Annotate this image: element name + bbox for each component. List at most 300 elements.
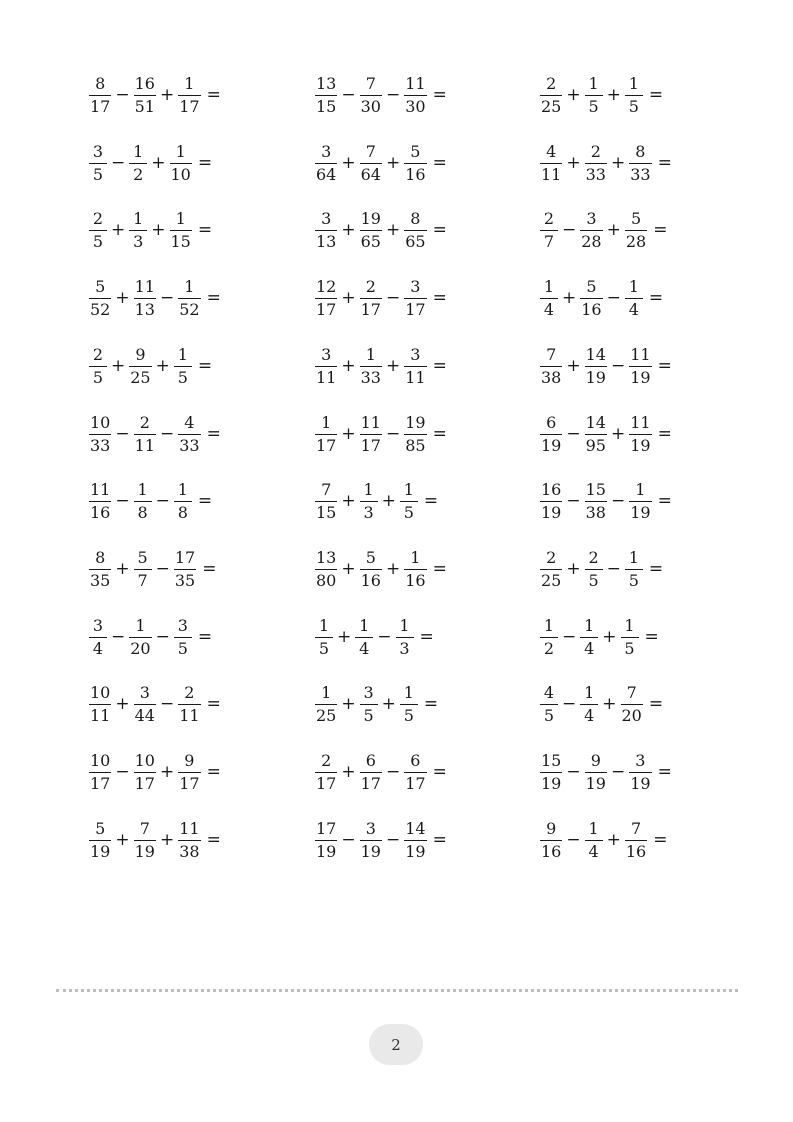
fraction-problem — [540, 481, 672, 521]
denominator: 64 — [360, 164, 381, 184]
denominator: 25 — [130, 367, 151, 387]
numerator: 2 — [543, 208, 555, 228]
denominator: 19 — [630, 773, 651, 793]
fraction — [178, 750, 200, 793]
fraction-problem — [89, 481, 212, 521]
fraction — [585, 344, 607, 387]
operator: − — [115, 491, 130, 511]
numerator: 1 — [359, 615, 370, 635]
fraction — [315, 141, 337, 184]
denominator: 17 — [179, 96, 200, 116]
operator: + — [341, 220, 356, 240]
numerator: 3 — [321, 208, 332, 228]
denominator: 65 — [405, 231, 426, 251]
operator: − — [610, 491, 626, 511]
fraction — [174, 344, 192, 387]
operator: + — [341, 424, 356, 444]
numerator: 17 — [316, 818, 337, 838]
numerator: 8 — [635, 141, 646, 161]
operator: − — [562, 220, 577, 240]
operator: + — [602, 694, 617, 714]
denominator: 16 — [541, 841, 562, 861]
fraction-problem — [315, 820, 447, 860]
numerator: 16 — [134, 73, 155, 93]
denominator: 19 — [90, 841, 111, 861]
fraction — [315, 750, 337, 793]
fraction — [629, 479, 651, 522]
numerator: 11 — [405, 73, 426, 93]
equals-sign: = — [432, 153, 447, 173]
fraction — [540, 818, 562, 861]
numerator: 1 — [628, 73, 639, 93]
operator: + — [566, 85, 581, 105]
numerator: 5 — [630, 208, 642, 228]
operator: + — [566, 559, 581, 579]
denominator: 19 — [541, 502, 562, 522]
numerator: 6 — [410, 750, 421, 770]
operator: − — [385, 830, 401, 850]
fraction — [404, 208, 426, 251]
fraction — [315, 479, 337, 522]
numerator: 7 — [630, 818, 642, 838]
denominator: 52 — [90, 299, 111, 319]
numerator: 1 — [175, 141, 186, 161]
numerator: 3 — [177, 615, 188, 635]
numerator: 9 — [184, 750, 195, 770]
numerator: 19 — [360, 208, 381, 228]
fraction — [178, 818, 200, 861]
fraction-problem — [315, 143, 447, 183]
denominator: 17 — [134, 773, 155, 793]
equals-sign: = — [432, 424, 447, 444]
fraction — [404, 344, 426, 387]
fraction — [178, 276, 200, 319]
numerator: 1 — [403, 682, 414, 702]
denominator: 95 — [585, 435, 606, 455]
operator: − — [562, 627, 577, 647]
fraction — [89, 682, 111, 725]
numerator: 3 — [92, 615, 104, 635]
operator: + — [602, 627, 617, 647]
denominator: 33 — [360, 367, 381, 387]
fraction — [129, 344, 151, 387]
numerator: 9 — [135, 344, 146, 364]
numerator: 1 — [628, 276, 639, 296]
numerator: 1 — [135, 615, 146, 635]
numerator: 4 — [184, 412, 195, 432]
numerator: 1 — [137, 479, 148, 499]
operator: − — [155, 627, 170, 647]
equals-sign: = — [657, 153, 672, 173]
numerator: 1 — [363, 479, 374, 499]
fraction-problem — [315, 414, 447, 454]
numerator: 2 — [321, 750, 332, 770]
numerator: 1 — [588, 818, 599, 838]
denominator: 4 — [588, 841, 599, 861]
fraction-problem — [315, 278, 447, 318]
fraction — [89, 479, 111, 522]
operator: + — [562, 288, 577, 308]
denominator: 19 — [541, 435, 562, 455]
numerator: 1 — [584, 682, 595, 702]
denominator: 16 — [625, 841, 647, 861]
numerator: 8 — [95, 73, 106, 93]
fraction-problem — [89, 143, 212, 183]
fraction-problem — [315, 617, 434, 657]
fraction — [625, 208, 647, 251]
fraction-problem — [540, 210, 667, 250]
denominator: 10 — [170, 164, 191, 184]
numerator: 1 — [624, 615, 635, 635]
operator: − — [341, 85, 356, 105]
equals-sign: = — [423, 694, 439, 714]
operator: + — [341, 356, 356, 376]
numerator: 9 — [590, 750, 601, 770]
operator: − — [115, 424, 130, 444]
equals-sign: = — [432, 288, 447, 308]
fraction — [625, 818, 647, 861]
denominator: 5 — [177, 638, 188, 658]
denominator: 5 — [588, 570, 599, 590]
denominator: 19 — [360, 841, 381, 861]
fraction — [404, 750, 426, 793]
fraction — [540, 276, 558, 319]
numerator: 10 — [90, 412, 111, 432]
numerator: 14 — [405, 818, 426, 838]
denominator: 30 — [405, 96, 426, 116]
denominator: 5 — [177, 367, 188, 387]
denominator: 13 — [134, 299, 155, 319]
numerator: 3 — [365, 818, 376, 838]
fraction — [89, 344, 107, 387]
operator: + — [385, 559, 401, 579]
fraction — [315, 344, 337, 387]
numerator: 6 — [365, 750, 376, 770]
denominator: 15 — [170, 231, 191, 251]
numerator: 3 — [321, 141, 332, 161]
numerator: 11 — [90, 479, 111, 499]
numerator: 7 — [626, 682, 637, 702]
fraction — [178, 412, 200, 455]
numerator: 16 — [541, 479, 562, 499]
fraction — [396, 615, 414, 658]
equals-sign: = — [423, 491, 439, 511]
numerator: 3 — [92, 141, 104, 161]
denominator: 65 — [360, 231, 381, 251]
denominator: 11 — [405, 367, 426, 387]
denominator: 8 — [177, 502, 188, 522]
numerator: 2 — [92, 208, 104, 228]
numerator: 11 — [134, 276, 155, 296]
denominator: 4 — [628, 299, 639, 319]
denominator: 38 — [541, 367, 562, 387]
numerator: 6 — [546, 412, 557, 432]
denominator: 28 — [625, 231, 647, 251]
equals-sign: = — [432, 220, 447, 240]
fraction — [315, 615, 333, 658]
operator: + — [606, 220, 621, 240]
numerator: 15 — [585, 479, 606, 499]
fraction — [360, 73, 382, 116]
fraction — [360, 750, 382, 793]
operator: − — [111, 627, 126, 647]
denominator: 4 — [543, 299, 555, 319]
numerator: 3 — [410, 276, 421, 296]
numerator: 1 — [184, 73, 195, 93]
denominator: 16 — [405, 570, 426, 590]
equals-sign: = — [197, 356, 213, 376]
numerator: 3 — [635, 750, 646, 770]
equals-sign: = — [419, 627, 434, 647]
denominator: 17 — [316, 773, 337, 793]
operator: − — [606, 288, 621, 308]
numerator: 13 — [316, 547, 337, 567]
denominator: 25 — [541, 96, 562, 116]
fraction-problem — [89, 617, 212, 657]
denominator: 2 — [543, 638, 555, 658]
denominator: 16 — [405, 164, 426, 184]
denominator: 5 — [588, 96, 599, 116]
operator: + — [341, 153, 356, 173]
numerator: 3 — [139, 682, 150, 702]
equals-sign: = — [197, 153, 213, 173]
numerator: 9 — [546, 818, 557, 838]
operator: + — [159, 830, 175, 850]
operator: + — [385, 220, 401, 240]
denominator: 11 — [179, 705, 200, 725]
operator: − — [385, 288, 401, 308]
denominator: 52 — [179, 299, 200, 319]
denominator: 33 — [90, 435, 111, 455]
equals-sign: = — [653, 830, 668, 850]
fraction — [625, 73, 643, 116]
numerator: 1 — [543, 615, 555, 635]
denominator: 19 — [630, 502, 651, 522]
fraction — [404, 276, 426, 319]
fraction — [580, 208, 602, 251]
denominator: 5 — [543, 705, 555, 725]
denominator: 5 — [92, 231, 104, 251]
numerator: 12 — [316, 276, 337, 296]
numerator: 1 — [177, 479, 188, 499]
numerator: 4 — [543, 682, 555, 702]
operator: − — [385, 762, 401, 782]
denominator: 5 — [403, 502, 414, 522]
equals-sign: = — [206, 694, 221, 714]
operator: − — [115, 762, 130, 782]
denominator: 3 — [399, 638, 410, 658]
numerator: 1 — [365, 344, 376, 364]
numerator: 11 — [630, 344, 651, 364]
operator: + — [111, 356, 126, 376]
numerator: 5 — [586, 276, 597, 296]
numerator: 1 — [635, 479, 646, 499]
equals-sign: = — [657, 762, 672, 782]
denominator: 5 — [363, 705, 374, 725]
denominator: 11 — [316, 367, 337, 387]
operator: − — [566, 491, 581, 511]
denominator: 19 — [585, 773, 606, 793]
numerator: 1 — [403, 479, 414, 499]
fraction-problem — [540, 684, 663, 724]
fraction — [404, 547, 426, 590]
fraction — [621, 682, 643, 725]
denominator: 5 — [92, 367, 104, 387]
fraction-problem — [89, 346, 212, 386]
operator: + — [610, 153, 626, 173]
numerator: 5 — [95, 818, 106, 838]
fraction — [315, 412, 337, 455]
fraction-problem — [89, 752, 221, 792]
denominator: 16 — [581, 299, 602, 319]
denominator: 17 — [360, 299, 381, 319]
denominator: 35 — [174, 570, 196, 590]
fraction — [360, 818, 382, 861]
numerator: 13 — [316, 73, 337, 93]
fraction — [355, 615, 373, 658]
operator: + — [341, 491, 356, 511]
denominator: 17 — [405, 773, 426, 793]
operator: − — [385, 85, 401, 105]
denominator: 44 — [134, 705, 155, 725]
operator: − — [341, 830, 356, 850]
equals-sign: = — [657, 491, 672, 511]
numerator: 2 — [590, 141, 601, 161]
denominator: 19 — [630, 435, 651, 455]
numerator: 7 — [546, 344, 557, 364]
denominator: 17 — [405, 299, 426, 319]
numerator: 11 — [630, 412, 651, 432]
fraction-problem — [89, 210, 212, 250]
fraction — [585, 73, 603, 116]
fraction — [585, 479, 607, 522]
numerator: 3 — [363, 682, 374, 702]
denominator: 5 — [628, 96, 639, 116]
numerator: 3 — [586, 208, 597, 228]
fraction — [134, 750, 156, 793]
fraction — [134, 479, 152, 522]
fraction-problem — [315, 752, 447, 792]
fraction-problem — [315, 75, 447, 115]
fraction-problem — [540, 75, 663, 115]
equals-sign: = — [197, 220, 213, 240]
denominator: 17 — [179, 773, 200, 793]
numerator: 1 — [399, 615, 410, 635]
fraction — [134, 276, 156, 319]
equals-sign: = — [432, 559, 447, 579]
denominator: 19 — [405, 841, 426, 861]
fraction — [580, 276, 602, 319]
fraction-problem — [540, 549, 663, 589]
fraction-problem — [315, 346, 447, 386]
fraction — [404, 141, 426, 184]
numerator: 11 — [360, 412, 381, 432]
fraction — [174, 479, 192, 522]
fraction — [129, 141, 147, 184]
operator: + — [381, 694, 396, 714]
fraction — [134, 818, 156, 861]
operator: − — [111, 153, 126, 173]
operator: + — [111, 220, 126, 240]
denominator: 16 — [90, 502, 111, 522]
operator: − — [159, 694, 175, 714]
fraction — [134, 547, 152, 590]
fraction — [400, 682, 418, 725]
numerator: 1 — [318, 615, 330, 635]
fraction — [174, 547, 196, 590]
fraction — [540, 479, 562, 522]
fraction — [585, 141, 607, 184]
numerator: 14 — [585, 412, 606, 432]
dotted-cut-line — [56, 989, 738, 992]
denominator: 4 — [359, 638, 370, 658]
fraction — [585, 750, 607, 793]
fraction — [170, 141, 192, 184]
fraction — [404, 412, 426, 455]
fraction — [629, 141, 651, 184]
fraction — [540, 412, 562, 455]
numerator: 17 — [174, 547, 196, 567]
fraction — [625, 276, 643, 319]
numerator: 2 — [588, 547, 599, 567]
fraction — [404, 73, 426, 116]
fraction — [89, 818, 111, 861]
fraction-problem — [89, 75, 221, 115]
operator: + — [159, 85, 175, 105]
numerator: 1 — [175, 208, 186, 228]
fraction — [89, 615, 107, 658]
operator: − — [115, 85, 130, 105]
equals-sign: = — [657, 424, 672, 444]
equals-sign: = — [432, 762, 447, 782]
denominator: 28 — [581, 231, 602, 251]
denominator: 33 — [630, 164, 651, 184]
fraction — [540, 73, 562, 116]
numerator: 1 — [133, 141, 144, 161]
operator: + — [159, 762, 175, 782]
denominator: 19 — [316, 841, 337, 861]
equals-sign: = — [197, 627, 213, 647]
operator: + — [151, 153, 166, 173]
fraction — [315, 73, 337, 116]
numerator: 1 — [588, 73, 599, 93]
operator: + — [606, 85, 621, 105]
fraction — [89, 276, 111, 319]
denominator: 3 — [133, 231, 144, 251]
fraction-problem — [315, 684, 438, 724]
equals-sign: = — [432, 356, 447, 376]
numerator: 1 — [543, 276, 555, 296]
numerator: 3 — [410, 344, 421, 364]
fraction — [89, 750, 111, 793]
operator: + — [566, 356, 581, 376]
denominator: 16 — [360, 570, 381, 590]
operator: + — [381, 491, 396, 511]
operator: − — [610, 762, 626, 782]
fraction — [89, 547, 111, 590]
numerator: 1 — [177, 344, 188, 364]
numerator: 1 — [321, 412, 332, 432]
fraction-problem — [89, 549, 216, 589]
equals-sign: = — [206, 424, 221, 444]
denominator: 7 — [137, 570, 148, 590]
denominator: 38 — [585, 502, 606, 522]
fraction-problem — [315, 481, 438, 521]
fraction — [629, 750, 651, 793]
numerator: 7 — [139, 818, 150, 838]
fraction — [540, 547, 562, 590]
equals-sign: = — [206, 762, 221, 782]
